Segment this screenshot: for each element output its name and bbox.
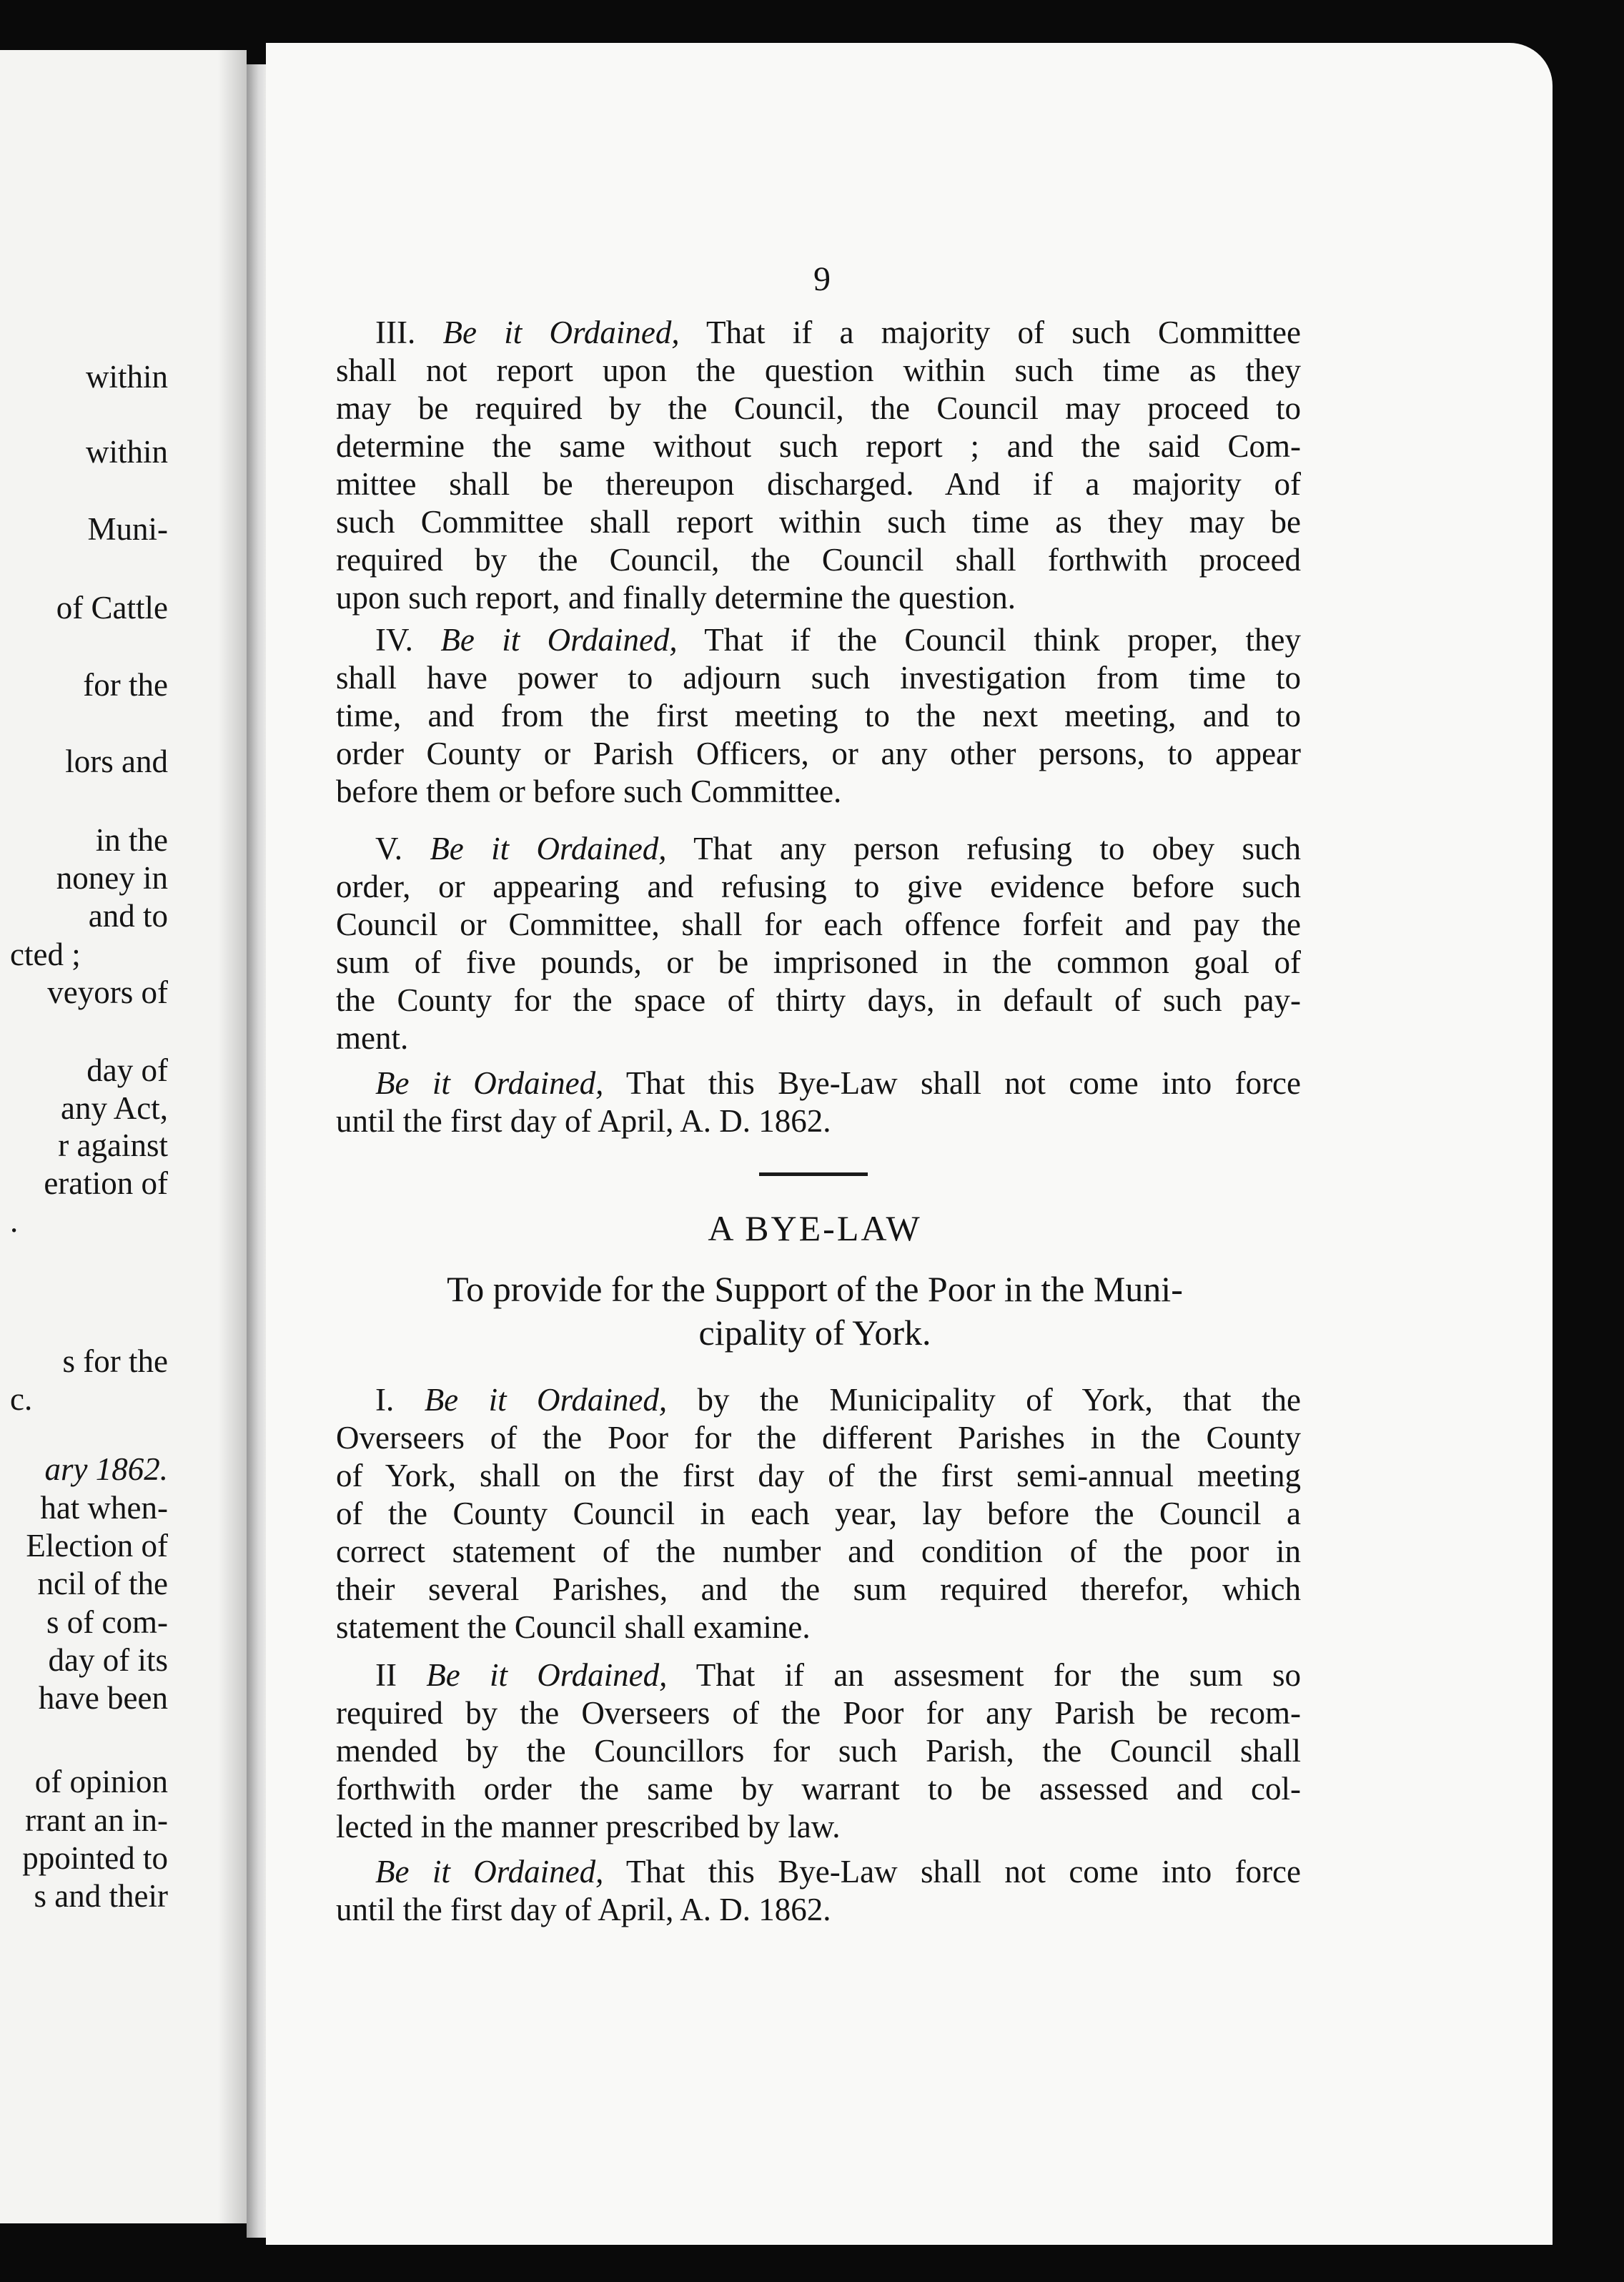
left-page-line: have been: [38, 1680, 168, 1716]
section-text: That any person refusing to obey such: [666, 831, 1302, 866]
left-page-line: c.: [10, 1381, 33, 1417]
section-3-line: [375, 315, 1301, 350]
section-3-line: may be required by the Council, the Council may proceed to: [336, 390, 1301, 426]
section-b1-line: of York, shall on the first day of the first semi-annual meeting: [336, 1458, 1301, 1493]
section-3-line: mittee shall be thereupon discharged. And if a majority of: [336, 466, 1301, 502]
section-b2-line: mended by the Councillors for such Parish, the Council shall: [336, 1733, 1301, 1769]
left-page-line: day of: [86, 1052, 168, 1088]
section-b1-line: of the County Council in each year, lay before the Council a: [336, 1496, 1301, 1531]
bylaw-subheading: To provide for the Support of the Poor in the Muni-: [447, 1269, 1183, 1309]
left-page-line: Election of: [26, 1528, 168, 1564]
ordained-phrase: Be it Ordained,: [375, 1854, 604, 1890]
left-page-line: rrant an in-: [25, 1802, 168, 1838]
closing-line: [375, 1854, 1301, 1890]
section-text: That if the Council think proper, they: [677, 622, 1301, 658]
left-page-line: day of its: [48, 1642, 168, 1678]
section-b2-line: [375, 1657, 1301, 1693]
left-page-line: s for the: [62, 1343, 168, 1379]
left-page-line: ncil of the: [37, 1566, 168, 1601]
section-5-line: the County for the space of thirty days, in default of such pay-: [336, 982, 1301, 1018]
left-page-line: ary 1862.: [44, 1451, 168, 1487]
left-page-line: cted ;: [10, 937, 81, 972]
left-page-line: lors and: [65, 744, 168, 779]
ordained-phrase: Be it Ordained,: [442, 315, 680, 350]
page-number: 9: [813, 260, 831, 298]
section-text: That if an assesment for the sum so: [667, 1657, 1302, 1693]
section-4-line: shall have power to adjourn such investigation from time to: [336, 660, 1301, 696]
ordained-phrase: Be it Ordained,: [430, 831, 667, 866]
ordained-phrase: Be it Ordained,: [426, 1657, 668, 1693]
section-b1-line: [375, 1382, 1301, 1418]
section-3-line: upon such report, and finally determine the question.: [336, 580, 1016, 616]
section-3-line: required by the Council, the Council shall forthwith proceed: [336, 542, 1301, 578]
section-5-line: [375, 831, 1301, 866]
section-3-line: determine the same without such report ; and the said Com-: [336, 428, 1301, 464]
section-number: III.: [375, 315, 416, 350]
section-number: V.: [375, 831, 402, 866]
section-5-line: order, or appearing and refusing to give evidence before such: [336, 869, 1301, 904]
left-page-line: within: [85, 434, 168, 470]
section-b2-line: lected in the manner prescribed by law.: [336, 1809, 841, 1844]
left-page-line: hat when-: [40, 1490, 168, 1526]
left-page-fragment: [0, 50, 247, 2223]
section-text: That this Bye-Law shall not come into force: [603, 1065, 1302, 1101]
section-b2-line: required by the Overseers of the Poor for any Parish be recom-: [336, 1695, 1301, 1731]
left-page-line: and to: [88, 898, 168, 934]
section-number: IV.: [375, 622, 413, 658]
section-b1-line: correct statement of the number and condition of the poor in: [336, 1533, 1301, 1569]
book-gutter: [247, 64, 268, 2238]
section-text: by the Municipality of York, that the: [667, 1382, 1302, 1418]
closing-line: until the first day of April, A. D. 1862.: [336, 1892, 831, 1927]
left-page-line: for the: [83, 667, 168, 703]
closing-line: until the first day of April, A. D. 1862.: [336, 1103, 831, 1139]
page-curve-shadow: [218, 50, 247, 2223]
left-page-line: s and their: [34, 1878, 168, 1914]
left-page-line: Muni-: [87, 511, 168, 547]
section-b1-line: statement the Council shall examine.: [336, 1609, 811, 1645]
section-text: That if a majority of such Committee: [679, 315, 1302, 350]
left-page-line: any Act,: [61, 1090, 168, 1126]
section-b2-line: forthwith order the same by warrant to be assessed and col-: [336, 1771, 1301, 1807]
section-4-line: before them or before such Committee.: [336, 774, 842, 809]
section-b1-line: Overseers of the Poor for the different Parishes in the County: [336, 1420, 1301, 1456]
section-5-line: ment.: [336, 1020, 409, 1056]
section-b1-line: their several Parishes, and the sum required therefor, which: [336, 1571, 1301, 1607]
left-page-line: in the: [95, 822, 168, 858]
section-3-line: shall not report upon the question within such time as they: [336, 352, 1301, 388]
left-page-line: eration of: [44, 1165, 168, 1201]
closing-line: [375, 1065, 1301, 1101]
ordained-phrase: Be it Ordained,: [424, 1382, 668, 1418]
section-4-line: order County or Parish Officers, or any other persons, to appear: [336, 736, 1301, 771]
bylaw-subheading: cipality of York.: [698, 1313, 931, 1353]
ordained-phrase: Be it Ordained,: [440, 622, 678, 658]
left-page-line: noney in: [56, 860, 168, 896]
left-page-line: ppointed to: [22, 1840, 168, 1876]
separator-rule: [759, 1172, 868, 1176]
left-page-line: veyors of: [47, 974, 168, 1010]
section-4-line: [375, 622, 1301, 658]
left-page-line: r against: [58, 1127, 168, 1163]
left-page-line: .: [10, 1203, 19, 1239]
section-number: II: [375, 1657, 397, 1693]
section-5-line: Council or Committee, shall for each offence forfeit and pay the: [336, 907, 1301, 942]
left-page-line: of Cattle: [56, 590, 168, 626]
bylaw-heading: A BYE-LAW: [708, 1208, 922, 1248]
ordained-phrase: Be it Ordained,: [375, 1065, 604, 1101]
left-page-line: within: [85, 359, 168, 395]
section-number: I.: [375, 1382, 395, 1418]
section-4-line: time, and from the first meeting to the next meeting, and to: [336, 698, 1301, 734]
section-3-line: such Committee shall report within such time as they may be: [336, 504, 1301, 540]
section-5-line: sum of five pounds, or be imprisoned in the common goal of: [336, 944, 1301, 980]
left-page-line: of opinion: [34, 1764, 168, 1799]
section-text: That this Bye-Law shall not come into force: [603, 1854, 1302, 1890]
left-page-line: s of com-: [46, 1604, 168, 1640]
